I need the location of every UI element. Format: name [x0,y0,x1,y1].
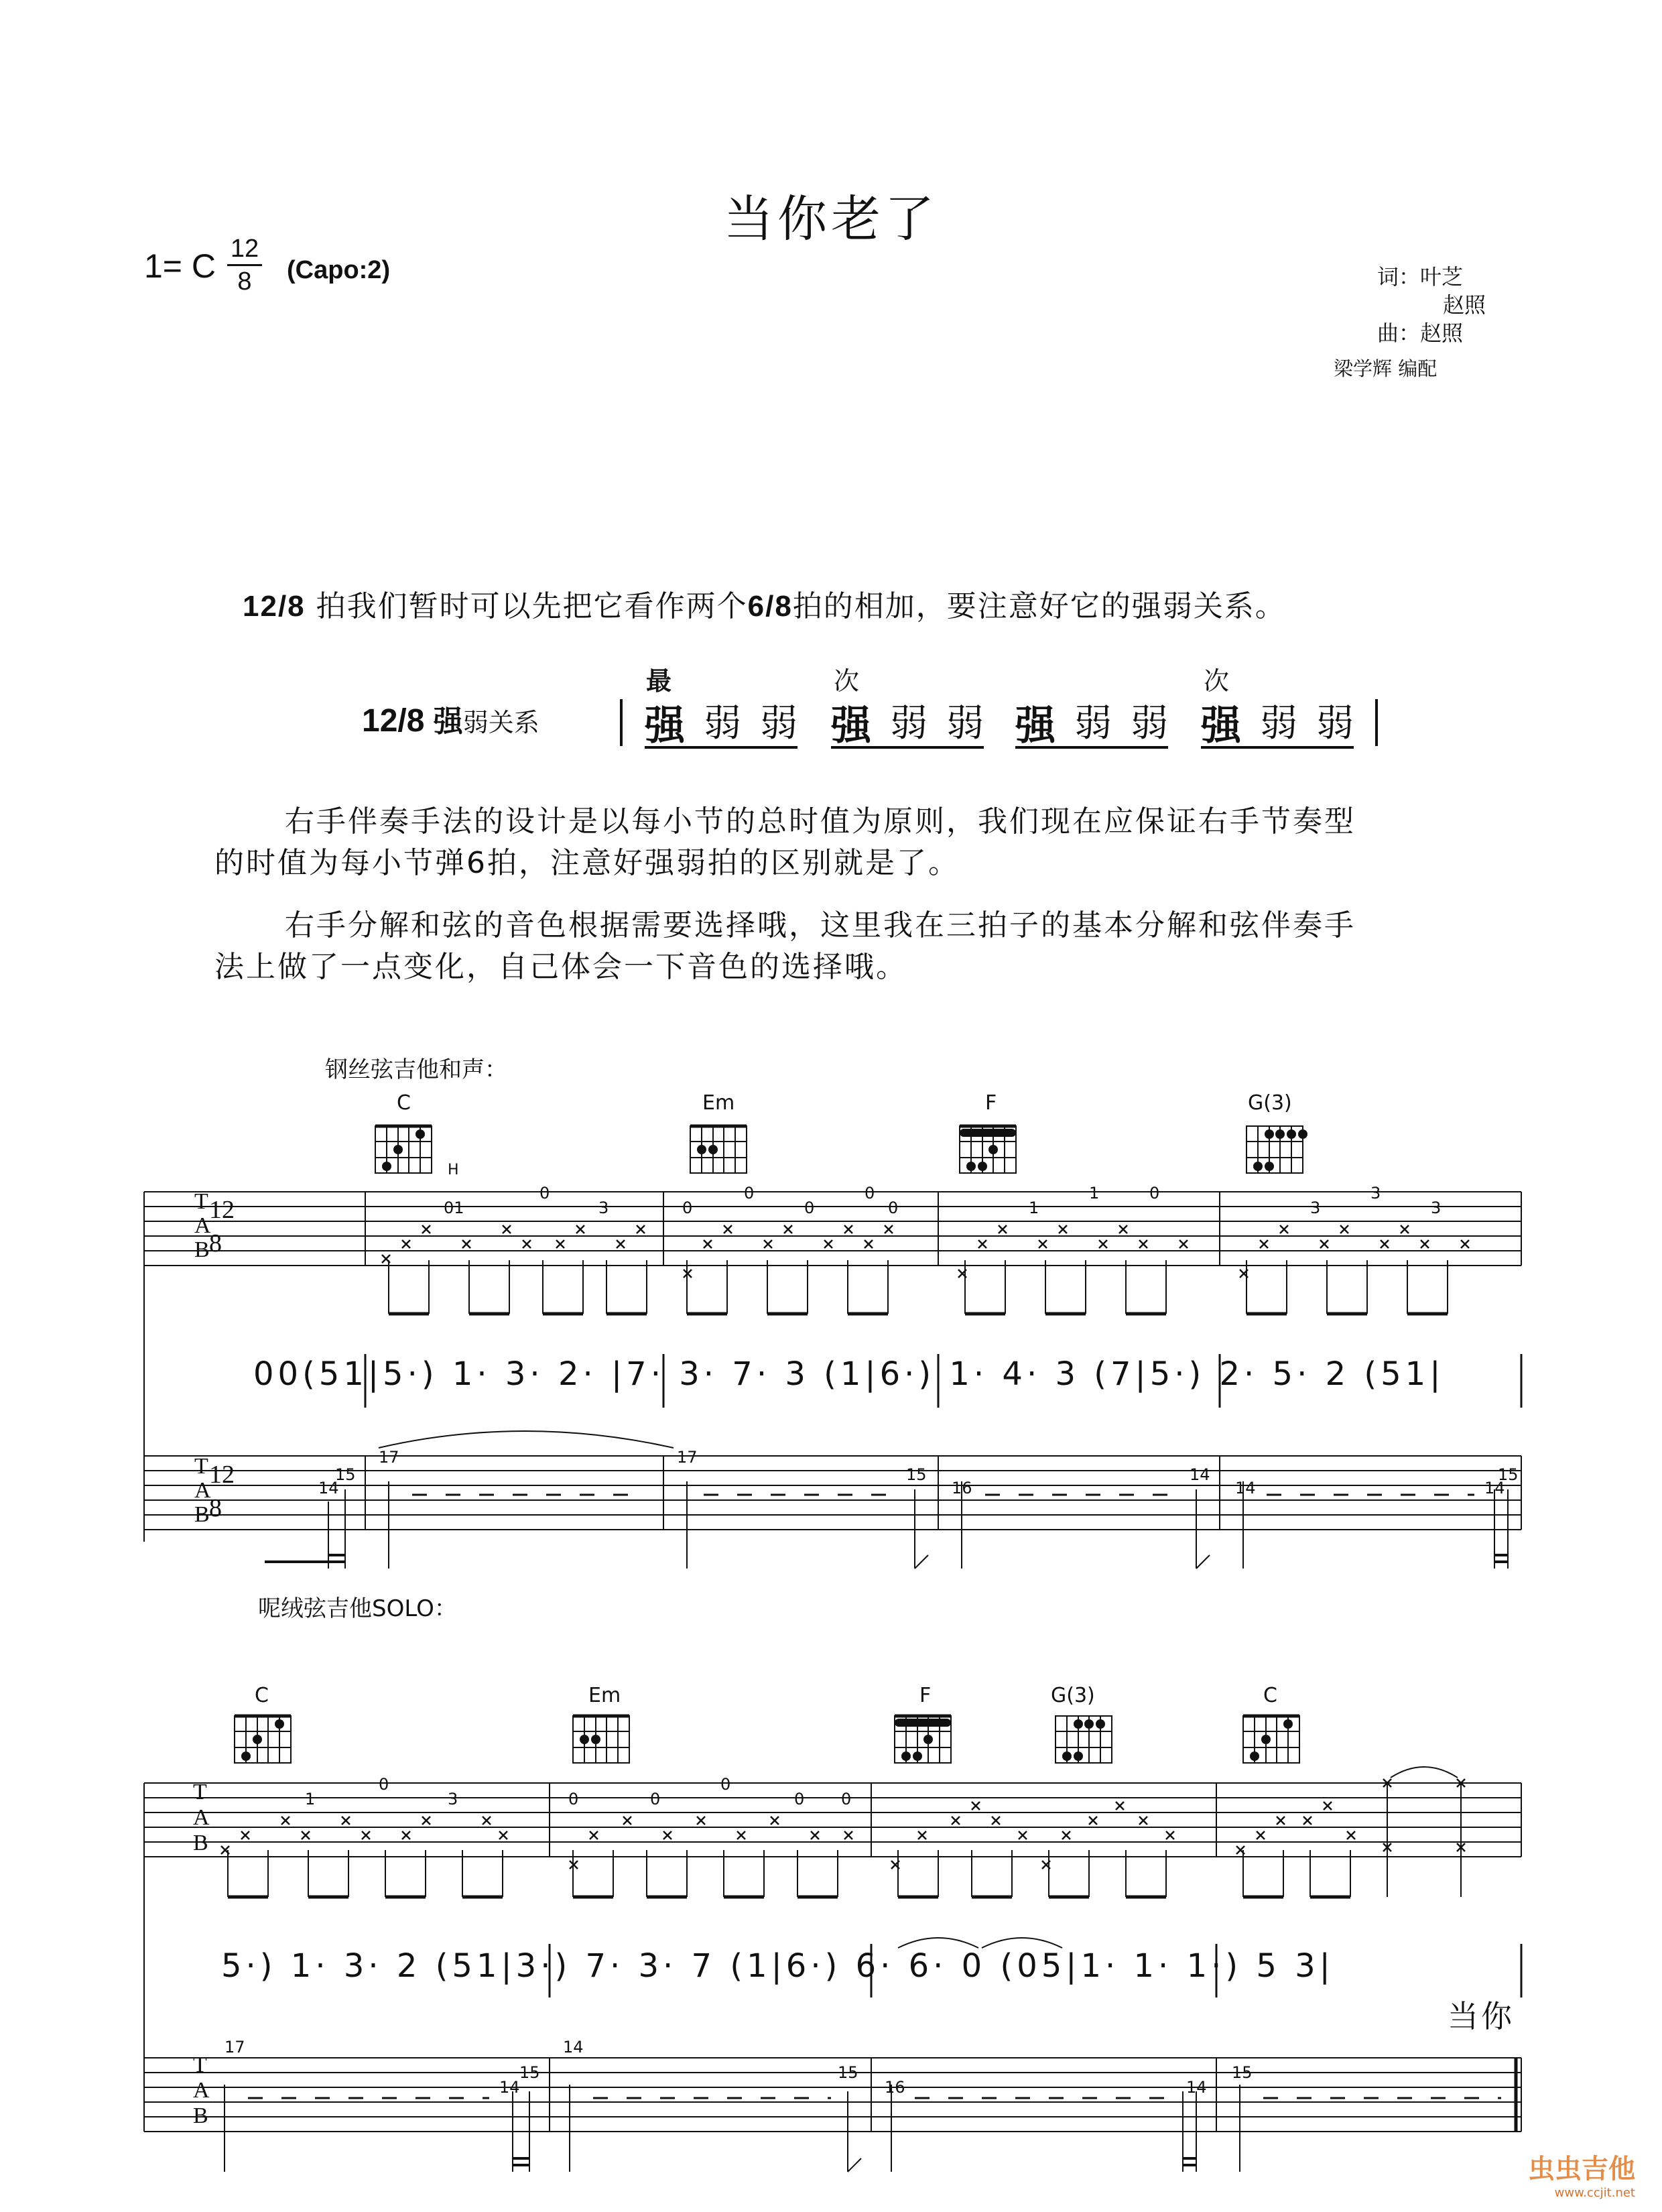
tab-number: 1 [1029,1199,1039,1217]
chord-name: Em [702,1091,735,1115]
tab-number: 15 [1498,1465,1519,1484]
tab-technique: H [448,1162,459,1178]
tab-clef: T A B [193,2052,210,2128]
tab-number: 0 [841,1790,852,1808]
tab-number: 1 [305,1790,316,1808]
lyrics-label: 词： [1377,264,1421,290]
tab-number: 0 [568,1790,579,1808]
weak-beat: 弱 [946,702,984,745]
weak-beat: 弱 [890,702,928,745]
tab-number: 0 [794,1790,805,1808]
tab-number: 3 [1310,1199,1321,1217]
tab-clef: T A B [194,1189,211,1262]
paragraph-2-line-1: 右手分解和弦的音色根据需要选择哦，这里我在三拍子的基本分解和弦伴奏手 [285,908,1356,942]
tab-number: 14 [1186,2078,1207,2097]
jianpu-line: 00(51|5·) 1· 3· 2· |7· 3· 7· 3 (1|6·) 1· 4· 3 (7|5·) 2· 5· 2 (51| [253,1355,1445,1393]
weak-beat: 弱 [1074,702,1112,745]
tab-number: 14 [318,1479,339,1497]
tab-number: 14 [499,2078,520,2097]
paragraph-2-line-2: 法上做了一点变化，自己体会一下音色的选择哦。 [214,950,907,984]
chord-name: C [1263,1684,1277,1707]
intro-suffix: 拍的相加，要注意好它的强弱关系。 [792,589,1286,623]
composer: 赵照 [1420,320,1464,346]
tab-number: 15 [335,1465,356,1484]
tab-number: 1 [1089,1184,1100,1203]
weak-beat: 弱 [1316,702,1354,745]
tab-number: 0 [804,1199,815,1217]
tab-number: 0 [1149,1184,1160,1203]
time-signature-bottom: 8 [237,267,252,296]
tab-number: 0 [682,1199,693,1217]
tab-number: 15 [838,2063,858,2082]
lyricist-2: 赵照 [1443,292,1486,318]
tab-number: 0 [539,1184,550,1203]
tab-clef: T A B [193,1780,210,1855]
tab-number: 0 [650,1790,661,1808]
intro-body: 拍我们暂时可以先把它看作两个 [305,589,748,623]
tab-number: 15 [1232,2063,1253,2082]
tab-number: 3 [598,1199,609,1217]
lyrics: 当你 [1448,1998,1515,2034]
tab-number: 0 [720,1775,731,1794]
strong-beat: 强 [645,702,685,749]
paragraph-1-line-1: 右手伴奏手法的设计是以每小节的总时值为原则，我们现在应保证右手节奏型 [285,804,1356,839]
chord-name: F [919,1684,932,1707]
key-signature: 1= C [144,247,216,285]
intro-mid: 6/8 [747,590,793,623]
tab-number: 0 [379,1775,389,1794]
section-label-steel: 钢丝弦吉他和声： [325,1056,507,1083]
tab-number: 0 [865,1184,875,1203]
watermark-name: 虫虫吉他 [1528,2154,1635,2185]
section-label-nylon: 呢绒弦吉他SOLO： [258,1595,457,1622]
strength-label-num: 12/8 [362,703,425,739]
tab-number: 16 [885,2078,905,2097]
paragraph-1-line-2: 的时值为每小节弹6拍，注意好强弱拍的区别就是了。 [214,846,960,880]
tab-number: 14 [1235,1479,1256,1497]
chord-name: Em [588,1684,621,1707]
tab-number: 15 [519,2063,540,2082]
tab-number: 17 [225,2038,245,2056]
strong-beat: 强 [1015,702,1056,749]
chord-name: G(3) [1051,1684,1095,1707]
beat-annotation: 次 [1204,666,1230,696]
time-signature-top: 12 [230,235,259,263]
weak-beat: 弱 [1131,702,1168,745]
tab-number: 3 [448,1790,458,1808]
weak-beat: 弱 [704,702,741,745]
beat-annotation: 最 [646,666,672,696]
weak-beat: 弱 [1260,702,1297,745]
strong-beat: 强 [1201,702,1241,749]
watermark-url: www.ccjit.net [1554,2186,1635,2200]
strength-label-rest: 弱关系 [462,708,539,737]
tab-number: 3 [1370,1184,1381,1203]
watermark [1528,2148,1635,2200]
chord-name: C [397,1091,411,1115]
tab-number: 14 [1484,1479,1505,1497]
strong-beat: 强 [831,702,871,749]
jianpu-line: 5·) 1· 3· 2 (51|3·) 7· 3· 7 (1|6·) 6· 6· 0 (05|1· 1· 1·) 5 3| [221,1947,1334,1985]
capo-label: (Capo:2) [287,256,391,284]
tab-number: 01 [444,1199,464,1217]
beat-annotation: 次 [834,666,860,696]
lyricist-1: 叶芝 [1420,264,1464,290]
strength-label-strong: 强 [433,705,463,738]
tab-number: 0 [888,1199,899,1217]
tab-number: 17 [379,1448,399,1467]
tab-number: 17 [677,1448,698,1467]
chord-name: C [255,1684,269,1707]
music-label: 曲： [1377,320,1421,346]
tab-number: 3 [1431,1199,1442,1217]
tab-number: 14 [1190,1465,1210,1484]
tab-number: 14 [563,2038,584,2056]
weak-beat: 弱 [760,702,797,745]
intro-prefix: 12/8 [243,590,306,623]
tab-number: 0 [744,1184,755,1203]
chord-name: F [985,1091,997,1115]
arranger: 梁学辉 编配 [1334,357,1437,380]
chord-name: G(3) [1248,1091,1292,1115]
song-title: 当你老了 [724,190,938,248]
tab-time-signature: 12 8 [209,1461,235,1522]
tab-number: 15 [906,1465,927,1484]
tab-time-signature: 12 8 [209,1196,235,1257]
tab-number: 16 [952,1479,972,1497]
tab-clef: T A B [194,1454,211,1527]
